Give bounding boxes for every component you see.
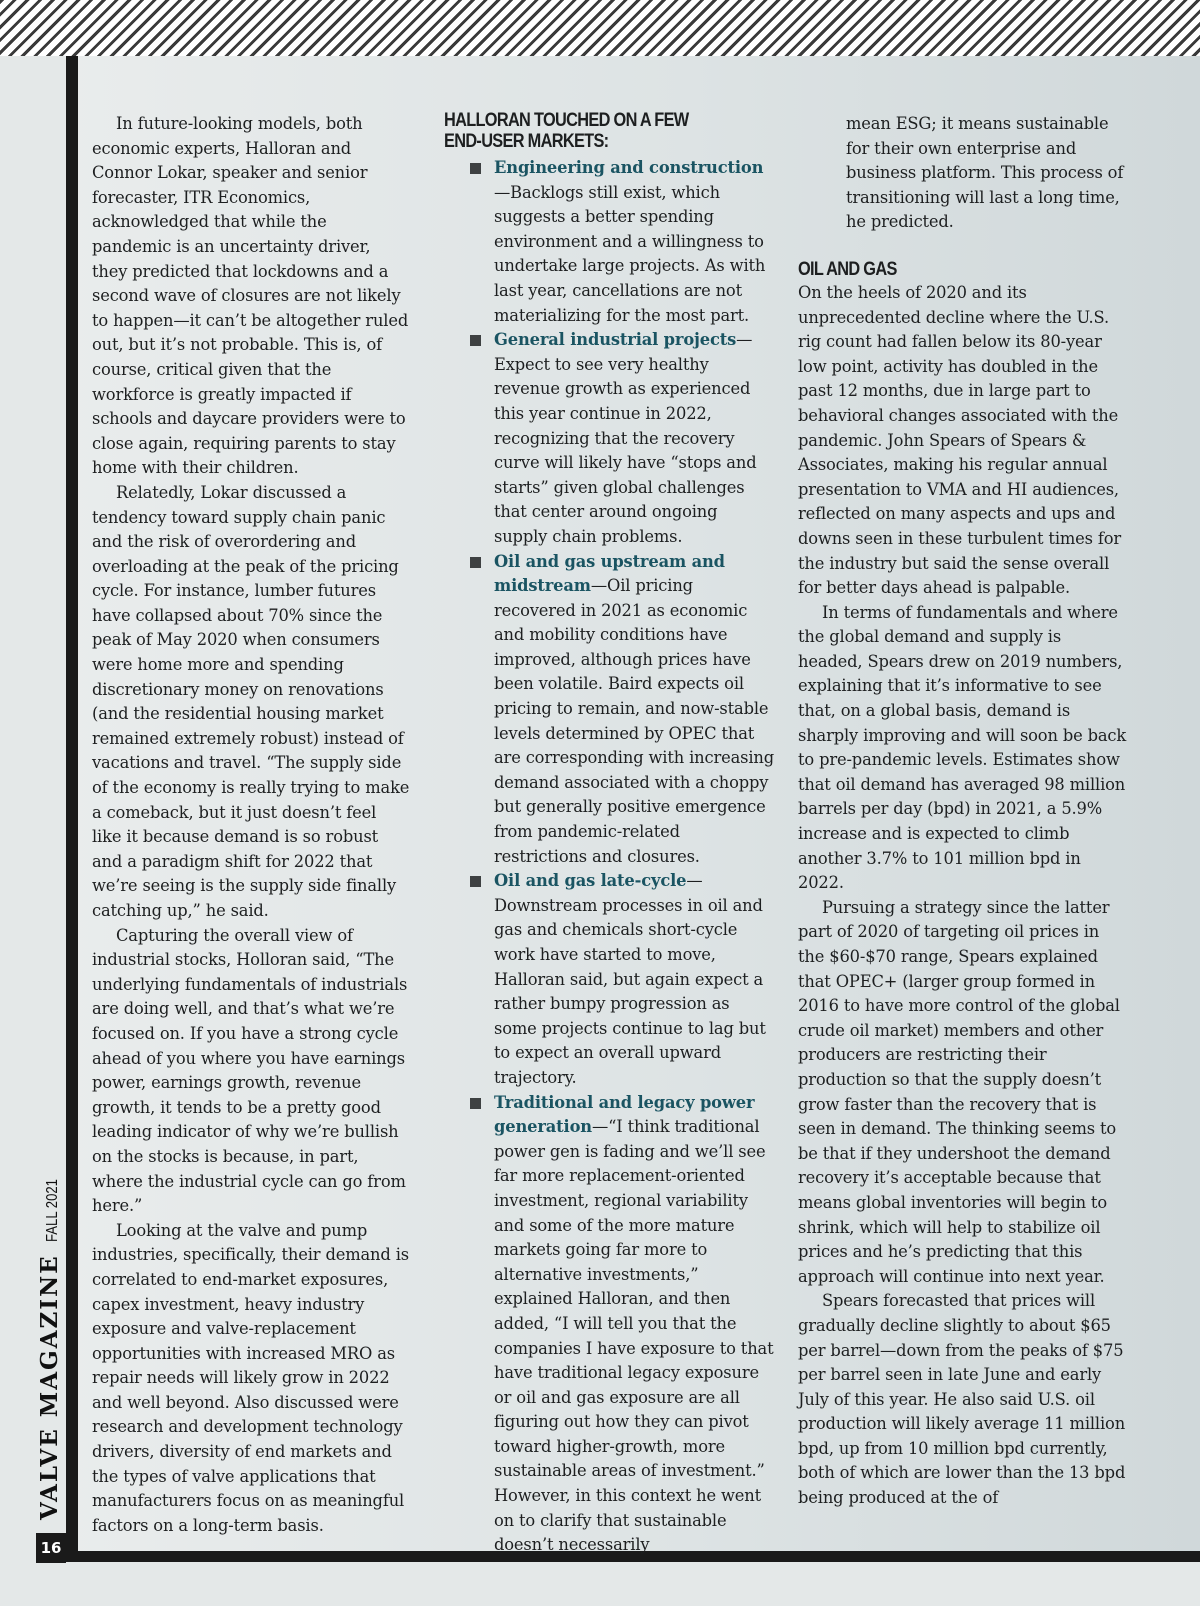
header-stripe-band xyxy=(0,0,1200,56)
paragraph: On the heels of 2020 and its unprecedented decline where the U.S. rig count had fallen below its 80-year low point, activity has doubled in the past 12 months, due in large part to behavioral changes associated with the pandemic. John Spears of Spears & Associates, making his regular annual presentation to VMA and HI audiences, reflected on many aspects and ups and downs seen in these turbulent times for the industry but said the sense overall for better days ahead is palpable. xyxy=(798,282,1122,598)
market-term: Engineering and construction xyxy=(494,158,764,177)
list-item xyxy=(444,156,774,328)
list-item xyxy=(444,328,774,549)
paragraph: Spears forecasted that prices will gradually decline slightly to about $65 per barrel—down from the peaks of $75 per barrel seen in late June and early July of this year. He also said U.S. oil production will likely average 11 million bpd, up from 10 million bpd currently, both of which are lower than the 13 bpd being produced at the of xyxy=(798,1291,1126,1508)
heading-line: END-USER MARKETS: xyxy=(444,131,609,152)
section-heading-end-user-markets xyxy=(444,110,728,152)
article-column-2 xyxy=(444,112,774,1558)
market-description: —“I think traditional power gen is fading and we’ll see far more replacement-oriented investment, regional variability and some of the more mature markets going far more to alternative investments,” explained Halloran, and then added, “I will tell you that the companies I have exposure to that have traditional legacy exposure or oil and gas exposure are all figuring out how they can pivot toward higher-growth, more sustainable areas of investment.” However, in this context he went on to clarify that sustainable doesn’t necessarily xyxy=(494,1117,774,1555)
paragraph: Looking at the valve and pump industries, specifically, their demand is correlated to end-market exposures, capex investment, heavy industry exposure and valve-replacement opportunities with increased MRO as repair needs will likely grow in 2022 and well beyond. Also discussed were research and development technology drivers, diversity of end markets and the types of valve applications that manufacturers focus on as meaningful factors on a long-term basis. xyxy=(92,1220,409,1535)
market-term: Oil and gas late-cycle xyxy=(494,871,687,891)
square-bullet-icon xyxy=(470,163,481,174)
issue-label: FALL 2021 xyxy=(44,1179,61,1243)
end-user-markets-list xyxy=(444,156,774,1558)
market-description: —Backlogs still exist, which suggests a better spending environment and a willingness to undertake large projects. As with last year, cancellations are not materializing for the most part. xyxy=(494,182,766,325)
square-bullet-icon xyxy=(470,335,481,346)
heading-line: HALLORAN TOUCHED ON A FEW xyxy=(444,110,689,131)
continued-paragraph: mean ESG; it means sustainable for their own enterprise and business platform. This process of transitioning will last a long time, he predicted. xyxy=(846,114,1124,232)
market-term: Traditional and legacy power generation xyxy=(494,1092,755,1137)
article-column-1 xyxy=(92,112,410,1538)
paragraph: Relatedly, Lokar discussed a tendency toward supply chain panic and the risk of overordering and overloading at the peak of the pricing cycle. For instance, lumber futures have collapsed about 70% since the peak of May 2020 when consumers were home more and spending discretionary money on renovations (and the residential housing market remained extremely robust) instead of vacations and travel. “The supply side of the economy is really trying to make a comeback, but it just doesn’t feel like it because demand is so robust and a paradigm shift for 2022 that we’re seeing is the supply side finally catching up,” he said. xyxy=(92,482,410,920)
paragraph: Capturing the overall view of industrial stocks, Holloran said, “The underlying fundamentals of industrials are doing well, and that’s what we’re focused on. If you have a strong cycle ahead of you where you have earnings power, earnings growth, revenue growth, it tends to be a pretty good leading indicator of why we’re bullish on the stocks is because, in part, where the industrial cycle can go from here.” xyxy=(92,925,408,1216)
paragraph: In future-looking models, both economic experts, Halloran and Connor Lokar, speaker and senior forecaster, ITR Economics, acknowledged that while the pandemic is an uncertainty driver, they predicted that lockdowns and a second wave of closures are not likely to happen—it can’t be altogether ruled out, but it’s not probable. This is, of course, critical given that the workforce is greatly impacted if schools and daycare providers were to close again, requiring parents to stay home with their children. xyxy=(92,114,409,478)
market-term: General industrial projects xyxy=(494,330,737,350)
list-item xyxy=(444,1091,774,1558)
page-spine-bar xyxy=(66,56,78,1551)
market-description: —Expect to see very healthy revenue growth as experienced this year continue in 2022, recognizing that the recovery curve will likely have “stops and starts” given global challenges that center around ongoing supply chain problems. xyxy=(494,330,757,546)
paragraph: In terms of fundamentals and where the global demand and supply is headed, Spears drew on 2019 numbers, explaining that it’s informative to see that, on a global basis, demand is sharply improving and will soon be back to pre-pandemic levels. Estimates show that oil demand has averaged 98 million barrels per day (bpd) in 2021, a 5.9% increase and is expected to climb another 3.7% to 101 million bpd in 2022. xyxy=(798,602,1127,893)
section-heading-oil-and-gas: OIL AND GAS xyxy=(798,258,897,280)
magazine-name: VALVE MAGAZINE xyxy=(36,1254,63,1520)
list-item xyxy=(444,550,774,870)
square-bullet-icon xyxy=(470,1098,481,1109)
market-description: —Oil pricing recovered in 2021 as economic and mobility conditions have improved, although prices have been volatile. Baird expects oil pricing to remain, and now-stable levels determined by OPEC that are corresponding with increasing demand associated with a choppy but generally positive emergence from pandemic-related restrictions and closures. xyxy=(494,576,775,866)
square-bullet-icon xyxy=(470,876,481,887)
list-item xyxy=(444,869,774,1090)
running-footer xyxy=(36,1166,63,1520)
market-description: —Downstream processes in oil and gas and chemicals short-cycle work have started to move, Halloran said, but again expect a rather bumpy progression as some projects continue to lag but to expect an overall upward trajectory. xyxy=(494,871,766,1087)
page-number: 16 xyxy=(36,1533,66,1563)
square-bullet-icon xyxy=(470,557,481,568)
paragraph: Pursuing a strategy since the latter part of 2020 of targeting oil prices in the $60-$70 range, Spears explained that OPEC+ (larger group formed in 2016 to have more control of the global crude oil market) members and other producers are restricting their production so that the supply doesn’t grow faster than the recovery that is seen in demand. The thinking seems to be that if they undershoot the demand recovery it’s acceptable because that means global inventories will begin to shrink, which will help to stabilize oil prices and he’s predicting that this approach will continue into next year. xyxy=(798,897,1120,1286)
market-term: Oil and gas upstream and midstream xyxy=(494,551,725,596)
article-column-3 xyxy=(798,112,1128,1511)
